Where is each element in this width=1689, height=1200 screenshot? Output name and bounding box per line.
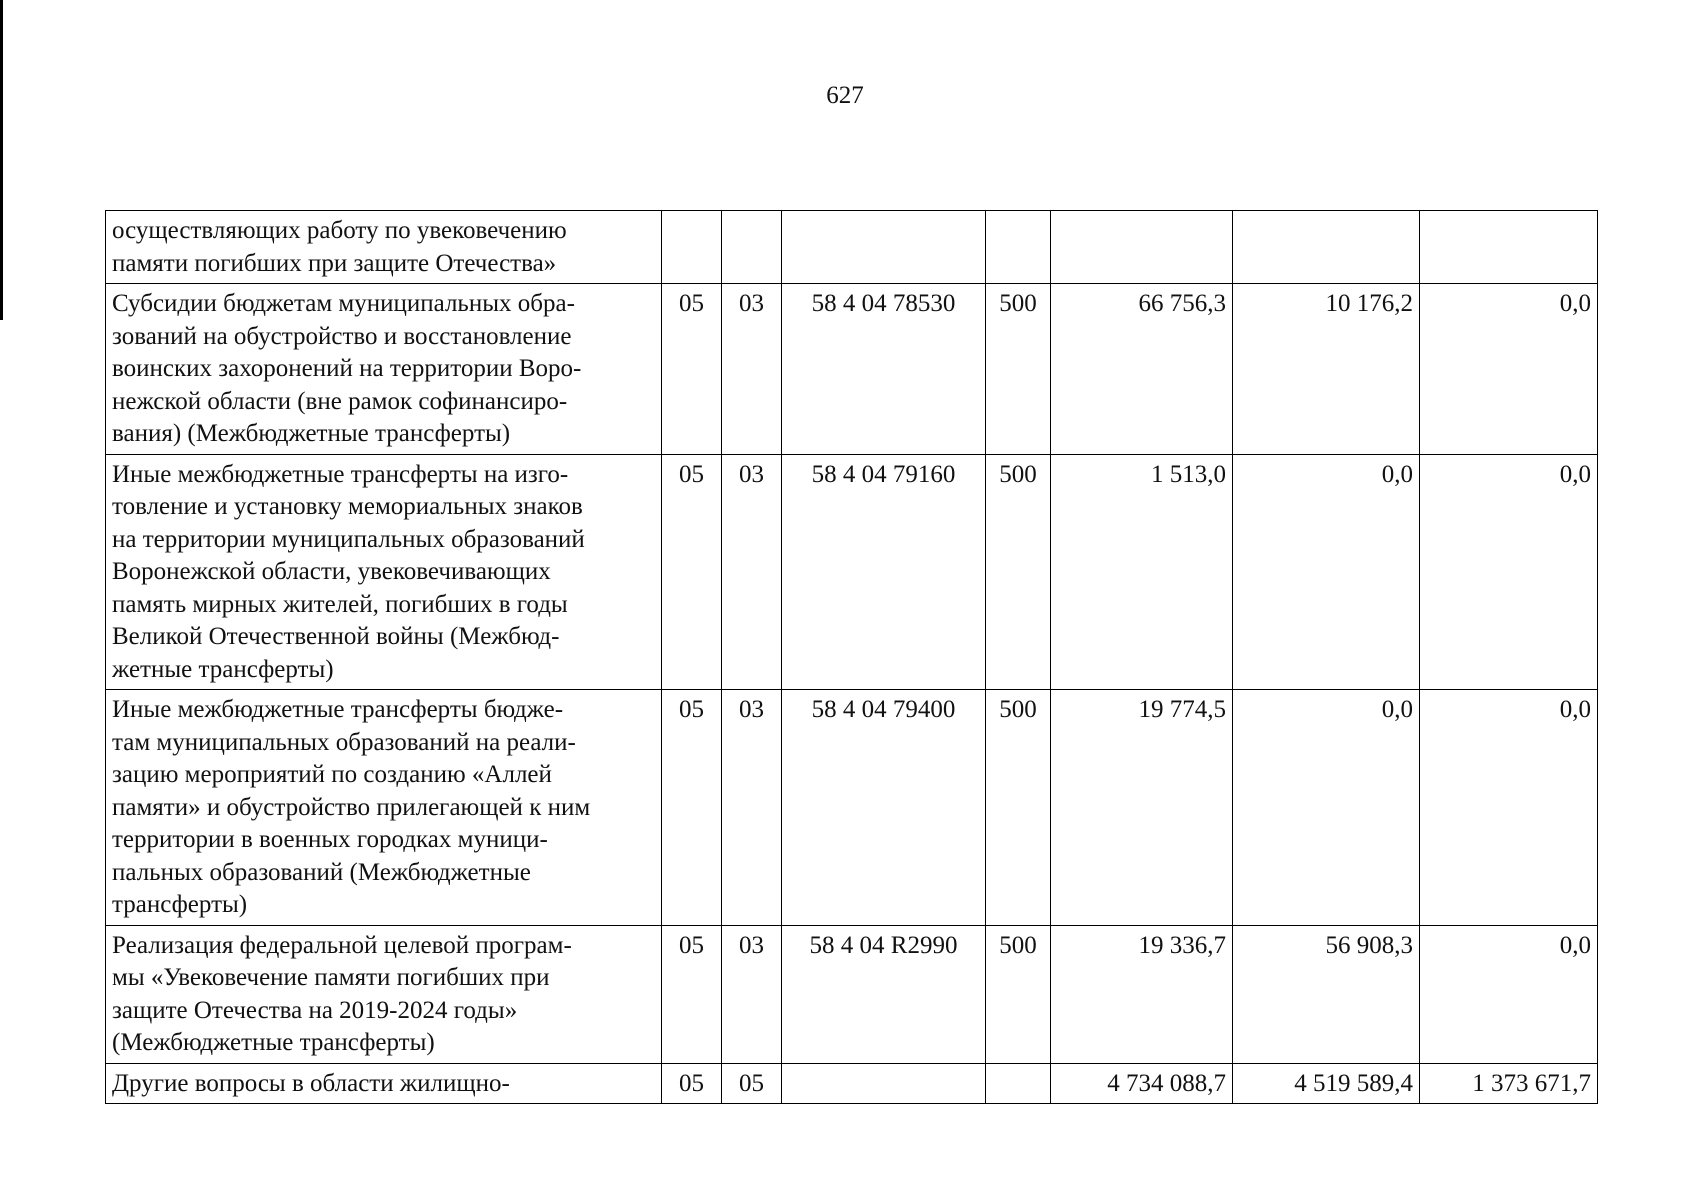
expense-type-code xyxy=(986,1063,1051,1104)
target-article-code: 58 4 04 78530 xyxy=(782,284,986,455)
amount-year-3: 0,0 xyxy=(1420,690,1598,926)
row-name: Реализация федеральной целевой програм- мы «Увековечение памяти погибших при защите Отечества на 2019-2024 годы» (Межбюджетные трансферты) xyxy=(112,931,572,1056)
table-row xyxy=(106,690,1598,926)
section-code: 05 xyxy=(662,1063,722,1104)
page-number: 627 xyxy=(826,82,864,109)
amount-year-1: 1 513,0 xyxy=(1051,454,1233,690)
left-margin-line xyxy=(0,0,3,320)
expense-type-code xyxy=(986,211,1051,284)
amount-year-1: 66 756,3 xyxy=(1051,284,1233,455)
amount-year-2: 0,0 xyxy=(1233,690,1420,926)
target-article-code: 58 4 04 R2990 xyxy=(782,925,986,1063)
amount-year-3: 0,0 xyxy=(1420,284,1598,455)
row-name: Субсидии бюджетам муниципальных обра- зований на обустройство и восстановление воинских захоронений на территории Воро- нежской области (вне рамок софинансиро- вания) (Межбюджетные трансферты) xyxy=(112,290,582,447)
row-name: Иные межбюджетные трансферты бюдже- там муниципальных образований на реали- зацию мероприятий по созданию «Аллей памяти» и обустройство прилегающей к ним территории в военных городках муници- пальных образований (Межбюджетные трансферты) xyxy=(112,696,591,918)
row-name-cell xyxy=(106,284,662,455)
section-code xyxy=(662,211,722,284)
table-row xyxy=(106,1063,1598,1104)
row-name-cell xyxy=(106,1063,662,1104)
amount-year-1: 19 336,7 xyxy=(1051,925,1233,1063)
amount-year-2: 10 176,2 xyxy=(1233,284,1420,455)
row-name-cell xyxy=(106,211,662,284)
expense-type-code: 500 xyxy=(986,454,1051,690)
amount-year-2 xyxy=(1233,211,1420,284)
row-name-cell xyxy=(106,454,662,690)
section-code: 05 xyxy=(662,690,722,926)
amount-year-3: 0,0 xyxy=(1420,454,1598,690)
target-article-code xyxy=(782,211,986,284)
amount-year-2: 4 519 589,4 xyxy=(1233,1063,1420,1104)
row-name: Иные межбюджетные трансферты на изго- товление и установку мемориальных знаков на территории муниципальных образований Воронежской области, увековечивающих память мирных жителей, погибших в годы Великой Отечественной войны (Межбюд- жетные трансферты) xyxy=(112,460,585,683)
section-code: 05 xyxy=(662,284,722,455)
target-article-code: 58 4 04 79400 xyxy=(782,690,986,926)
amount-year-3: 1 373 671,7 xyxy=(1420,1063,1598,1104)
subsection-code: 03 xyxy=(722,690,782,926)
section-code: 05 xyxy=(662,454,722,690)
expense-type-code: 500 xyxy=(986,690,1051,926)
subsection-code xyxy=(722,211,782,284)
row-name: осуществляющих работу по увековечению памяти погибших при защите Отечества» xyxy=(112,217,567,277)
amount-year-3: 0,0 xyxy=(1420,925,1598,1063)
subsection-code: 05 xyxy=(722,1063,782,1104)
amount-year-2: 0,0 xyxy=(1233,454,1420,690)
row-name-cell xyxy=(106,690,662,926)
table-row xyxy=(106,284,1598,455)
expense-type-code: 500 xyxy=(986,925,1051,1063)
row-name-cell xyxy=(106,925,662,1063)
budget-table xyxy=(105,210,1598,1104)
target-article-code: 58 4 04 79160 xyxy=(782,454,986,690)
table-row xyxy=(106,211,1598,284)
target-article-code xyxy=(782,1063,986,1104)
amount-year-1 xyxy=(1051,211,1233,284)
row-name: Другие вопросы в области жилищно- xyxy=(112,1069,510,1097)
amount-year-2: 56 908,3 xyxy=(1233,925,1420,1063)
subsection-code: 03 xyxy=(722,925,782,1063)
expense-type-code: 500 xyxy=(986,284,1051,455)
table-row xyxy=(106,925,1598,1063)
amount-year-3 xyxy=(1420,211,1598,284)
table-row xyxy=(106,454,1598,690)
subsection-code: 03 xyxy=(722,454,782,690)
section-code: 05 xyxy=(662,925,722,1063)
amount-year-1: 4 734 088,7 xyxy=(1051,1063,1233,1104)
subsection-code: 03 xyxy=(722,284,782,455)
amount-year-1: 19 774,5 xyxy=(1051,690,1233,926)
